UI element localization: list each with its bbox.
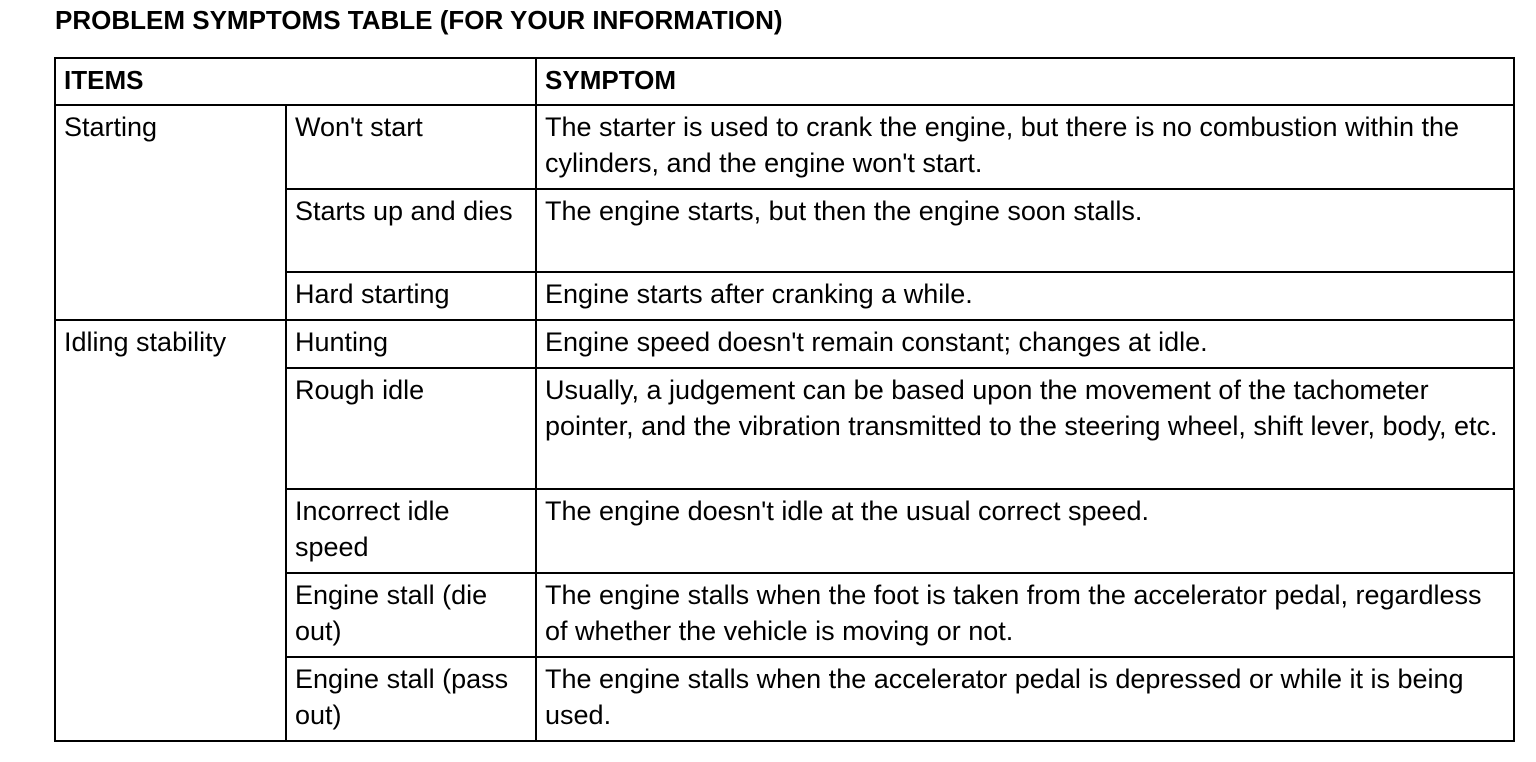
item-name: Rough idle: [286, 368, 536, 489]
item-name: Won't start: [286, 105, 536, 189]
item-name: Engine stall (pass out): [286, 657, 536, 741]
symptom-description: The engine doesn't idle at the usual correct speed.: [536, 489, 1514, 573]
symptom-column-header: SYMPTOM: [536, 58, 1514, 105]
symptom-description: The engine stalls when the foot is taken from the accelerator pedal, regardless of whether the vehicle is moving or not.: [536, 573, 1514, 657]
symptom-description: Engine starts after cranking a while.: [536, 272, 1514, 320]
table-row: [55, 320, 1514, 368]
symptom-description: The engine stalls when the accelerator pedal is depressed or while it is being used.: [536, 657, 1514, 741]
items-column-header: ITEMS: [55, 58, 536, 105]
table-row: [55, 105, 1514, 189]
symptom-description: Engine speed doesn't remain constant; changes at idle.: [536, 320, 1514, 368]
item-name: Starts up and dies: [286, 189, 536, 272]
item-name: Hunting: [286, 320, 536, 368]
page-title: PROBLEM SYMPTOMS TABLE (FOR YOUR INFORMATION): [55, 5, 783, 35]
symptom-description: The engine starts, but then the engine soon stalls.: [536, 189, 1514, 272]
table-header-row: [55, 58, 1514, 105]
symptom-description: Usually, a judgement can be based upon the movement of the tachometer pointer, and the vibration transmitted to the steering wheel, shift lever, body, etc.: [536, 368, 1514, 489]
symptom-description: The starter is used to crank the engine, but there is no combustion within the cylinders, and the engine won't start.: [536, 105, 1514, 189]
group-item-starting: Starting: [55, 105, 286, 320]
problem-symptoms-table: [54, 57, 1515, 742]
group-item-idling-stability: Idling stability: [55, 320, 286, 741]
item-name: Engine stall (die out): [286, 573, 536, 657]
item-name: Incorrect idle speed: [286, 489, 536, 573]
item-name: Hard starting: [286, 272, 536, 320]
